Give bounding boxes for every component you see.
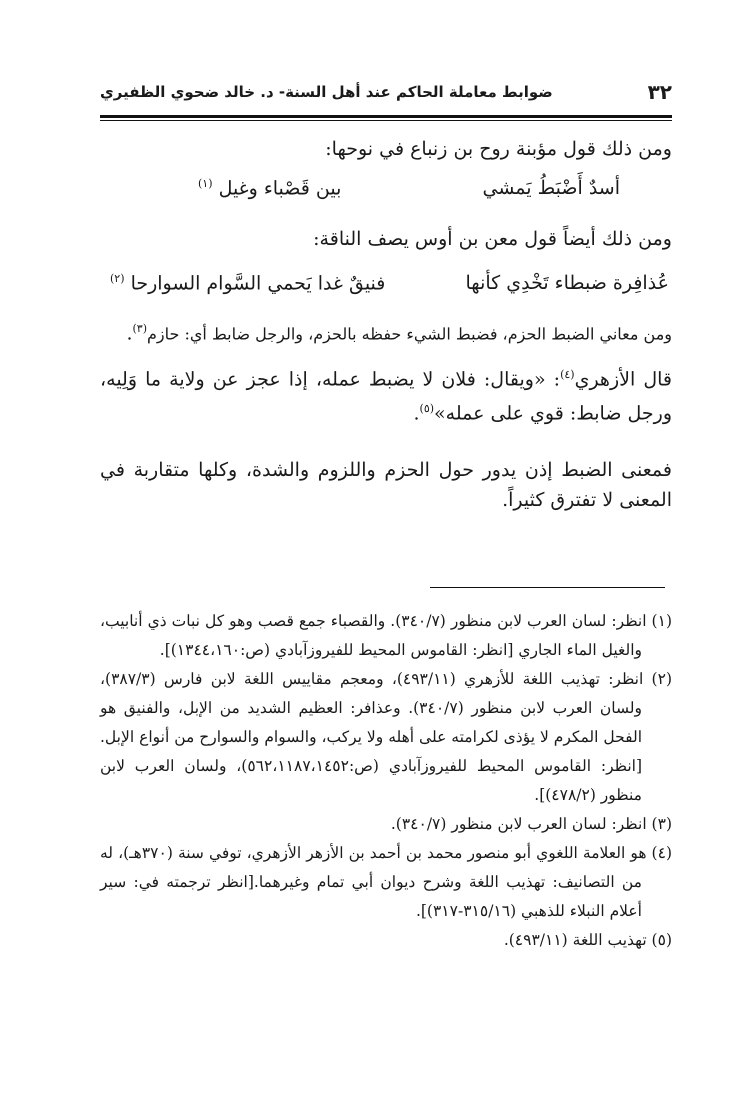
verse-2-first-hemistich: عُذافِرة ضبطاء تَخْدِي كأنها [465, 272, 669, 294]
footnote-ref[interactable]: (٥) [419, 402, 435, 416]
footnote-ref[interactable]: (١) [198, 177, 213, 190]
footnote-ref[interactable]: (٣) [132, 322, 148, 335]
footnote-3: (٣) انظر: لسان العرب لابن منظور (٣٤٠/٧). [390, 815, 672, 833]
footnote-2: (٢) انظر: تهذيب اللغة للأزهري (٤٩٣/١١)، ومعجم مقاييس اللغة لابن فارس (٣٨٧/٣)، ولسان العرب لابن منظور (٣٤٠/٧). وعذافر: العظيم الشديد من الإبل، والفنيق هو الفحل المكرم لا يؤذى لكرامته على أهله ولا يركب، والسوام والسوارح من أنواع الإبل. [انظر: القاموس المحيط للفيروزآبادي (ص:٥٦٢،١١٨٧،١٤٥٢)، ولسان العرب لابن منظور (٤٧٨/٢)]. [100, 670, 672, 804]
footnote-1: (١) انظر: لسان العرب لابن منظور (٣٤٠/٧). والقصباء جمع قصب وهو كل نبات ذي أنابيب، والغيل الماء الجاري [انظر: القاموس المحيط للفيروزآبادي (ص:١٣٤٤،١٦٠)]. [100, 612, 672, 659]
paragraph-5: فمعنى الضبط إذن يدور حول الحزم واللزوم والشدة، وكلها متقاربة في المعنى لا تفترق كثيراً. [100, 459, 672, 511]
verse-2-second-hemistich: فنيقٌ غدا يَحمي السَّوام السوارحا $^{(٢)}$ [110, 272, 386, 295]
footnote-ref[interactable]: (٢) [110, 272, 125, 285]
verse-1-second-hemistich: بين قَصْباء وغيل $^{(١)}$ [198, 177, 342, 200]
header-rule-thin [100, 120, 672, 121]
footnote-4: (٤) هو العلامة اللغوي أبو منصور محمد بن أحمد بن الأزهر الأزهري، توفي سنة (٣٧٠هـ)، له من التصانيف: تهذيب اللغة وشرح ديوان أبي تمام وغيرهما.[انظر ترجمته في: سير أعلام النبلاء للذهبي (٣١٥/١٦-٣١٧)]. [100, 844, 672, 920]
paragraph-2: ومن ذلك أيضاً قول معن بن أوس يصف الناقة: [313, 228, 672, 250]
paragraph-4: قال الأزهري$^{(٤)}$: «ويقال: فلان لا يضبط عمله، إذا عجز عن ولاية ما وَلِيه، ورجل ضابط: قوي على عمله»$^{(٥)}$. [100, 368, 673, 425]
page-header [100, 78, 672, 106]
footnote-5: (٥) تهذيب اللغة (٤٩٣/١١). [503, 931, 672, 949]
page-number: ٣٢ [647, 80, 672, 104]
footnote-separator [430, 587, 665, 588]
header-rule [100, 115, 672, 118]
paragraph-1: ومن ذلك قول مؤبنة روح بن زنباع في نوحها: [325, 138, 672, 160]
verse-1-first-hemistich: أسدٌ أَضْبَطُ يَمشي [482, 177, 620, 199]
footnote-ref[interactable]: (٤) [560, 368, 575, 381]
footnotes [100, 607, 672, 955]
running-title: ضوابط معاملة الحاكم عند أهل السنة- د. خالد ضحوي الظفيري [100, 83, 553, 101]
paragraph-3: ومن معاني الضبط الحزم، فضبط الشيء حفظه بالحزم، والرجل ضابط أي: حازم$^{(٣)}$. [126, 322, 672, 345]
